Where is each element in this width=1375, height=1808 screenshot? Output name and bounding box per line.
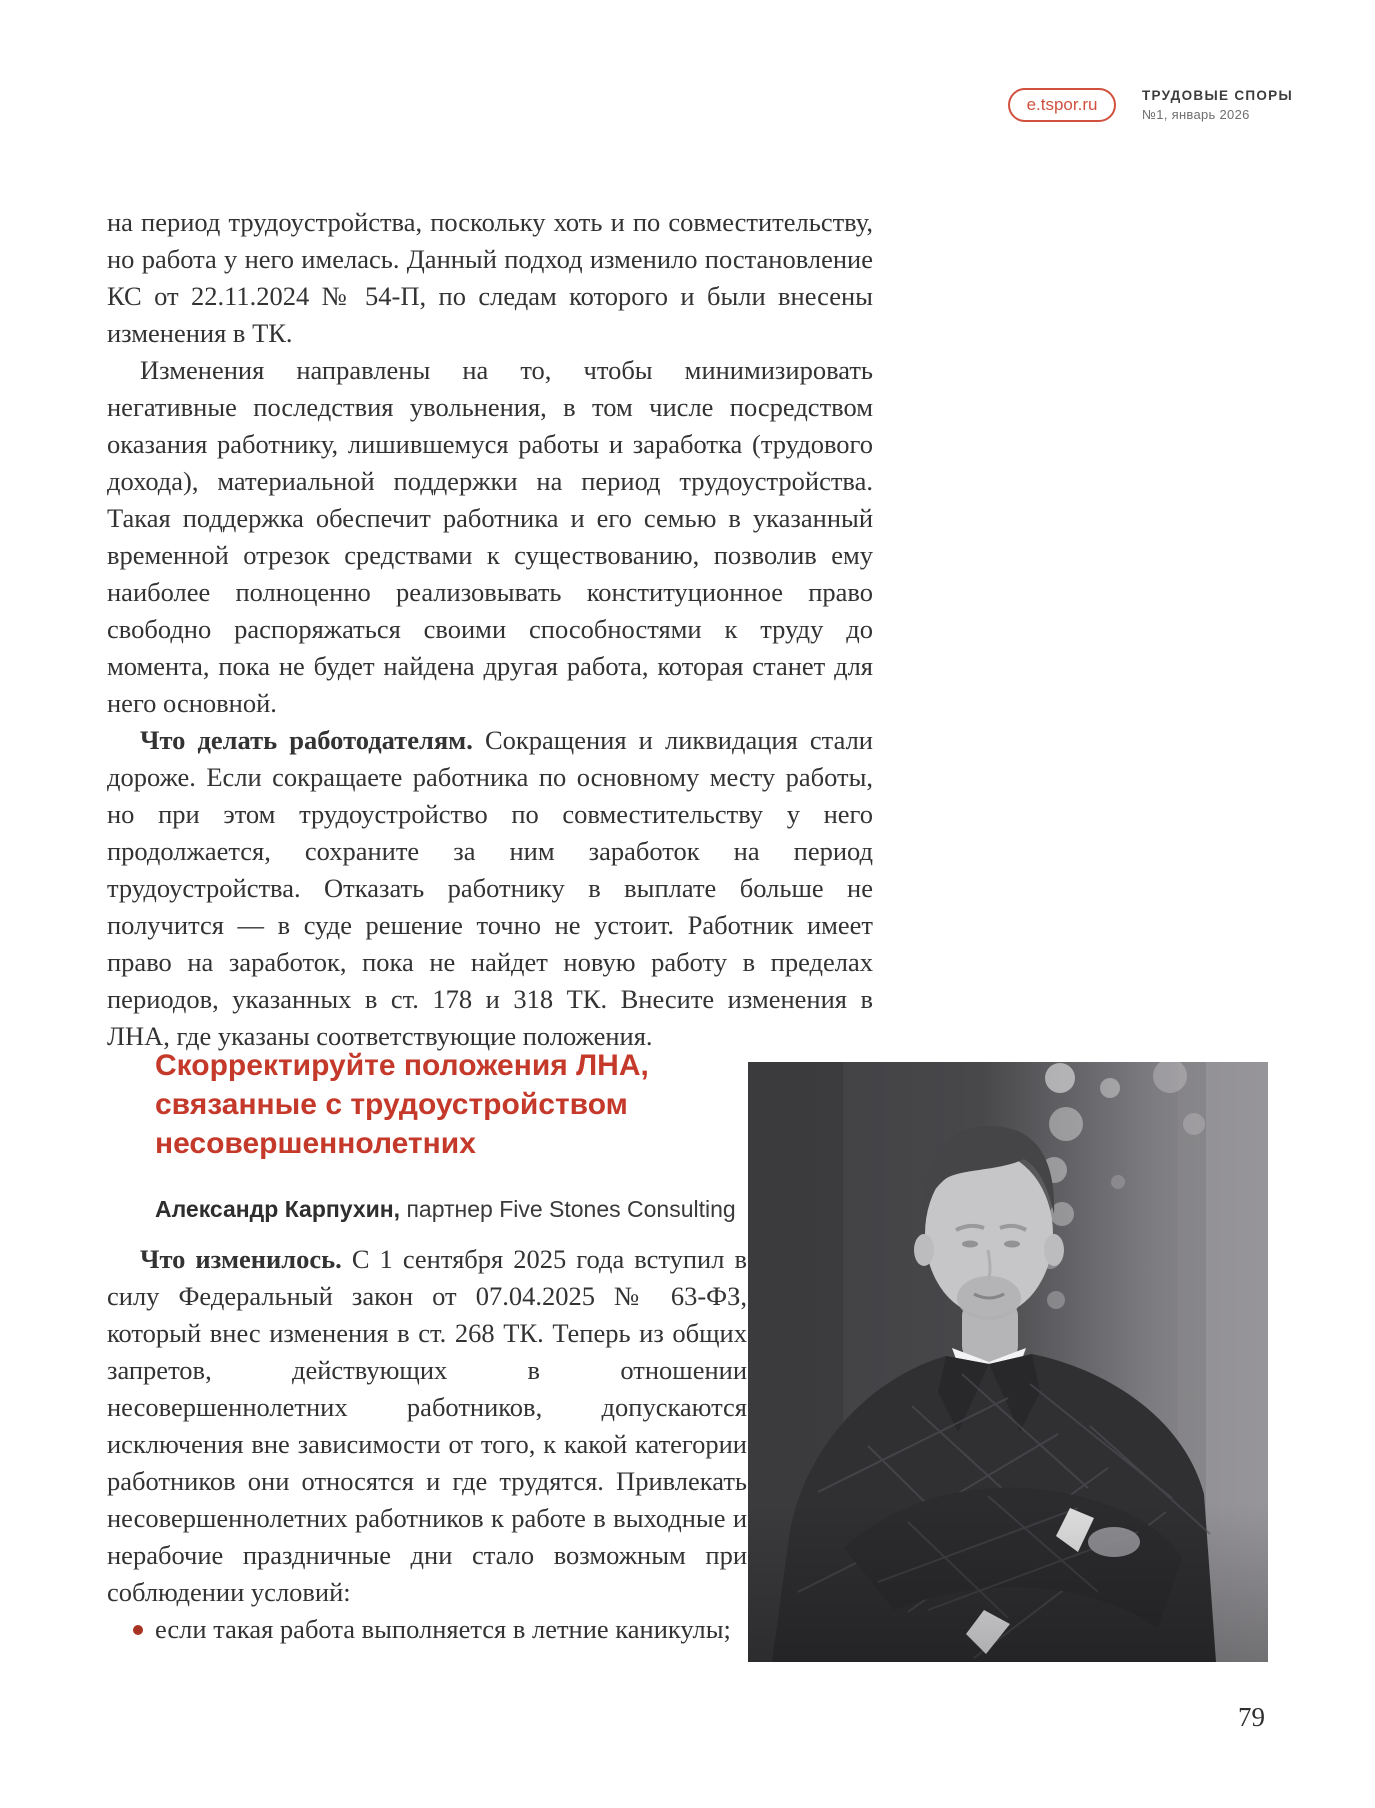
paragraph: Изменения направлены на то, чтобы минимизировать негативные последствия увольнения, в том числе посредством оказания работнику, лишившемуся работы и заработка (трудового дохода), материальной поддержки на период трудоустройства. Такая поддержка обеспечит работника и его семью в указанный временной отрезок средствами к существованию, позволив ему наиболее полноценно реализовывать конституционное право свободно распоряжаться своими способностями к труду до момента, пока не будет найдена другая работа, которая станет для него основной. bbox=[107, 355, 873, 718]
article-2-paragraphs bbox=[107, 1241, 747, 1611]
site-badge-link[interactable] bbox=[1008, 88, 1116, 122]
portrait-illustration bbox=[748, 1062, 1268, 1662]
site-badge-label: e.tspor.ru bbox=[1026, 95, 1098, 114]
author-portrait-photo bbox=[748, 1062, 1268, 1662]
paragraph: Что делать работодателям. Сокращения и ликвидация стали дороже. Если сокращаете работника по основному месту работы, но при этом трудоустройство по совместительству у него продолжается, сохраните за ним заработок на период трудоустройства. Отказать работнику в выплате больше не получится — в суде решение точно не устоит. Работник имеет право на заработок, пока не найдет новую работу в пределах периодов, указанных в ст. 178 и 318 ТК. Внесите изменения в ЛНА, где указаны соответствующие положения. bbox=[107, 725, 873, 1051]
bullet-item: если такая работа выполняется в летние каникулы; bbox=[107, 1611, 747, 1648]
section-heading bbox=[155, 1046, 775, 1163]
page-number: 79 bbox=[1238, 1702, 1265, 1732]
magazine-header bbox=[1142, 88, 1293, 122]
section-heading-line: связанные с трудоустройством bbox=[155, 1088, 628, 1121]
magazine-issue: №1, январь 2026 bbox=[1142, 107, 1250, 122]
section-heading-line: несовершеннолетних bbox=[155, 1127, 476, 1160]
article-2-body bbox=[107, 1241, 747, 1648]
paragraph: Что изменилось. С 1 сентября 2025 года вступил в силу Федеральный закон от 07.04.2025 № 63-ФЗ, который внес изменения в ст. 268 ТК. Теперь из общих запретов, действующих в отношении несовершеннолетних работников, допускаются исключения вне зависимости от того, к какой категории работников они относятся и где трудятся. Привлекать несовершеннолетних работников к работе в выходные и нерабочие праздничные дни стало возможным при соблюдении условий: bbox=[107, 1244, 747, 1607]
author-line bbox=[155, 1196, 775, 1223]
author-name: Александр Карпухин, bbox=[155, 1196, 401, 1222]
magazine-title: ТРУДОВЫЕ СПОРЫ bbox=[1142, 88, 1293, 103]
section-heading-line: Скорректируйте положения ЛНА, bbox=[155, 1049, 649, 1082]
paragraph: на период трудоустройства, поскольку хоть и по совместительству, но работа у него имелась. Данный подход изменило постановление КС от 22.11.2024 № 54-П, по следам которого и были внесены изменения в ТК. bbox=[107, 207, 873, 348]
paragraph-lead: Что изменилось. bbox=[140, 1244, 352, 1274]
article-1-body bbox=[107, 204, 873, 1055]
paragraph-lead: Что делать работодателям. bbox=[140, 725, 485, 755]
author-role: партнер Five Stones Consulting bbox=[400, 1196, 736, 1222]
conditions-bullet-list bbox=[107, 1611, 747, 1648]
